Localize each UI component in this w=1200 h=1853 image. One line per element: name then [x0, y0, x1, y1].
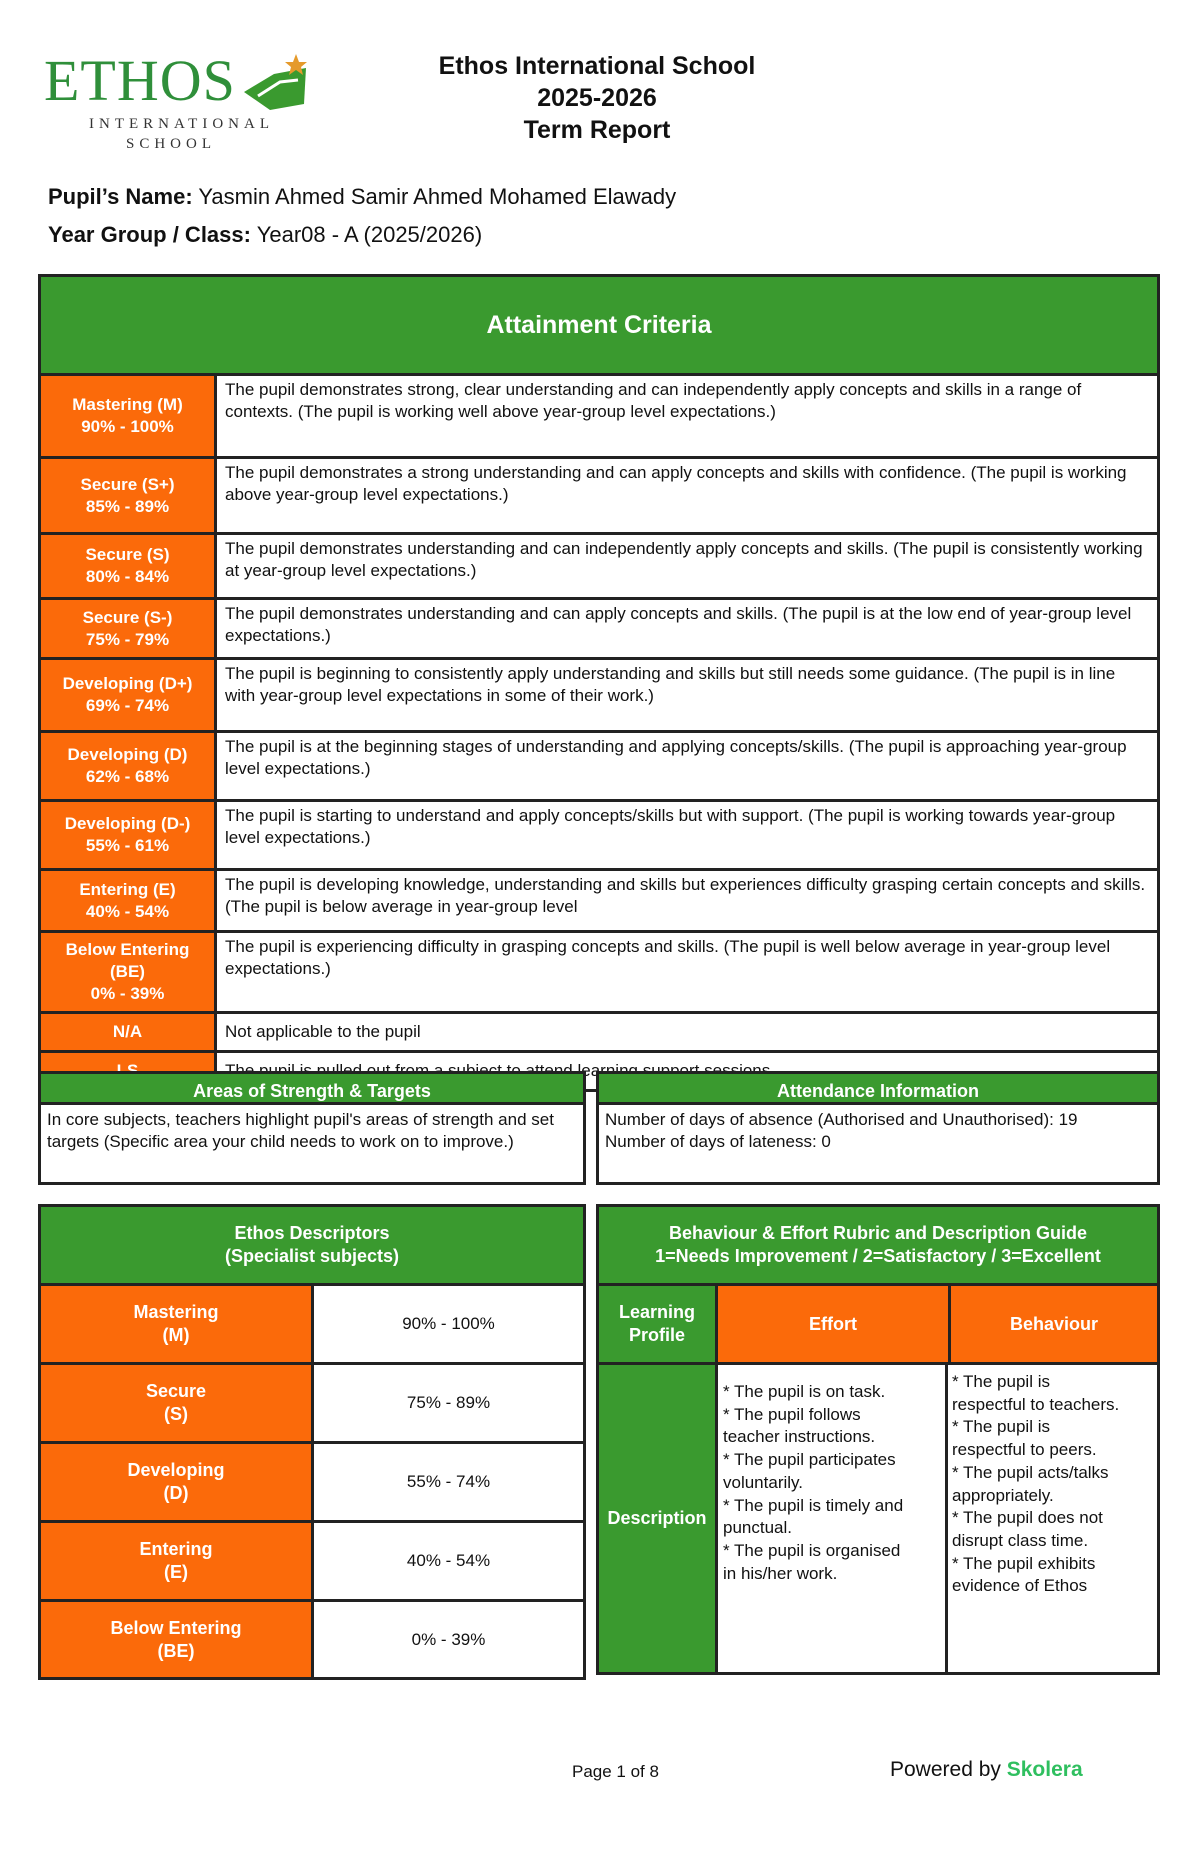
rubric-title — [599, 1207, 1157, 1286]
attainment-criteria-table — [38, 274, 1160, 1092]
attainment-row — [41, 802, 1157, 871]
behaviour-description — [948, 1365, 1157, 1672]
school-logo — [44, 50, 314, 160]
descriptor-range: 55% - 74% — [406, 1472, 491, 1491]
rubric-line: * The pupil acts/talks — [952, 1462, 1109, 1482]
rubric-line: * The pupil is — [952, 1417, 1050, 1437]
descriptor-label — [41, 1523, 314, 1599]
attainment-title: Attainment Criteria — [41, 277, 1157, 376]
rubric-line: * The pupil exhibits — [952, 1553, 1096, 1573]
attainment-level-line: 40% - 54% — [85, 901, 170, 921]
attainment-description: The pupil demonstrates understanding and can apply concepts and skills. (The pupil is at the low end of year-group level expectations.) — [225, 604, 1132, 645]
attainment-level-line: Developing (D) — [67, 745, 188, 764]
descriptor-label — [41, 1365, 314, 1441]
attainment-level-label — [41, 459, 217, 532]
descriptor-label-line: (M) — [162, 1325, 190, 1345]
descriptors-title-line1: Ethos Descriptors — [234, 1223, 390, 1243]
rubric-line: in his/her work. — [723, 1563, 838, 1583]
pupil-class-label: Year Group / Class: — [48, 222, 251, 247]
rubric-line: respectful to teachers. — [952, 1394, 1120, 1414]
attainment-level-label — [41, 871, 217, 930]
descriptor-label-line: Secure — [145, 1381, 207, 1401]
attainment-level-label — [41, 600, 217, 657]
logo-wordmark: ETHOS — [44, 48, 236, 113]
descriptor-label-line: (S) — [164, 1404, 188, 1424]
descriptor-range: 75% - 89% — [406, 1393, 491, 1412]
learning-profile-header — [599, 1286, 718, 1362]
rubric-line: * The pupil is — [952, 1372, 1050, 1391]
attainment-level-label — [41, 660, 217, 730]
strengths-text: In core subjects, teachers highlight pupil's areas of strength and set targets (Specific area your child needs to work on to improve.) — [38, 1105, 586, 1185]
attainment-level-line: (BE) — [110, 962, 145, 981]
pupil-name-row — [48, 184, 676, 210]
school-name: Ethos International School — [438, 52, 756, 80]
descriptor-label-line: (E) — [164, 1562, 188, 1582]
attainment-level-line: Developing (D+) — [62, 674, 193, 693]
rubric-line: * The pupil does not — [952, 1508, 1103, 1528]
attainment-row — [41, 733, 1157, 802]
descriptor-range: 0% - 39% — [411, 1629, 486, 1649]
absence-count: Number of days of absence (Authorised and Unauthorised): 19 — [605, 1110, 1078, 1129]
report-type: Term Report — [523, 116, 671, 144]
attainment-level-line: 55% - 61% — [85, 836, 170, 855]
attainment-level-line: Mastering (M) — [72, 395, 183, 414]
attainment-level-line: 0% - 39% — [90, 984, 165, 1003]
descriptor-label-line: (BE) — [157, 1640, 195, 1661]
attainment-row — [41, 459, 1157, 535]
behaviour-header: Behaviour — [951, 1286, 1157, 1362]
powered-by — [890, 1758, 1083, 1782]
attainment-level-line: Developing (D-) — [64, 814, 191, 833]
description-label: Description — [599, 1365, 718, 1672]
strengths-title: Areas of Strength & Targets — [38, 1071, 586, 1105]
attendance-panel — [596, 1071, 1160, 1185]
academic-year: 2025-2026 — [537, 84, 657, 112]
attainment-description: The pupil demonstrates strong, clear understanding and can independently apply concepts and skills in a range of contexts. (The pupil is working well above year-group level expectations.) — [225, 380, 1082, 421]
attainment-level-line: 80% - 84% — [85, 567, 170, 586]
attainment-level-line: Entering (E) — [79, 879, 176, 899]
descriptor-row — [41, 1523, 583, 1602]
attainment-level-label — [41, 802, 217, 868]
attainment-level-label — [41, 933, 217, 1011]
pupil-class: Year08 - A (2025/2026) — [256, 222, 483, 247]
attainment-row — [41, 376, 1157, 459]
rubric-line: * The pupil participates — [723, 1450, 896, 1470]
powered-by-text: Powered by — [890, 1758, 1001, 1781]
descriptor-range: 40% - 54% — [406, 1551, 491, 1570]
rubric-line: punctual. — [723, 1518, 792, 1538]
attainment-level-line: 62% - 68% — [85, 767, 170, 786]
pupil-name-label: Pupil’s Name: — [48, 184, 193, 209]
rubric-line: evidence of Ethos — [952, 1576, 1088, 1596]
descriptor-label-line: Mastering — [133, 1302, 219, 1322]
effort-description — [718, 1365, 948, 1672]
attendance-title: Attendance Information — [596, 1071, 1160, 1105]
attainment-row — [41, 871, 1157, 933]
attainment-description: The pupil is experiencing difficulty in grasping concepts and skills. (The pupil is well below average in year-group level expectations.) — [225, 937, 1111, 978]
skolera-brand: Skolera — [1006, 1758, 1083, 1781]
attainment-description: The pupil is beginning to consistently apply understanding and skills but still needs some guidance. (The pupil is in line with year-group level expectations in some of their work.) — [225, 664, 1116, 705]
strengths-panel — [38, 1071, 586, 1185]
attainment-row — [41, 933, 1157, 1014]
attainment-level-label — [41, 535, 217, 597]
ethos-descriptors-table — [38, 1204, 586, 1680]
attainment-row — [41, 535, 1157, 600]
attainment-level-line: 85% - 89% — [85, 496, 170, 516]
effort-header: Effort — [718, 1286, 951, 1362]
attainment-description: The pupil demonstrates understanding and can independently apply concepts and skills. (The pupil is consistently working at year-group level expectations.) — [225, 539, 1143, 580]
descriptor-label-line: Developing — [127, 1460, 225, 1480]
attainment-level-line: N/A — [112, 1022, 143, 1041]
descriptor-row — [41, 1602, 583, 1677]
descriptor-label-line: (D) — [163, 1483, 189, 1503]
rubric-header-row — [599, 1286, 1157, 1365]
descriptor-label-line: Entering — [139, 1539, 213, 1559]
attainment-description: The pupil demonstrates a strong understanding and can apply concepts and skills with confidence. (The pupil is working above year-group level expectations.) — [225, 463, 1127, 504]
attainment-level-line: 69% - 74% — [85, 696, 170, 715]
descriptor-label — [41, 1286, 314, 1362]
rubric-line: respectful to peers. — [952, 1440, 1097, 1460]
descriptors-title-line2: (Specialist subjects) — [224, 1246, 400, 1266]
descriptor-row — [41, 1444, 583, 1523]
logo-subtitle-1: INTERNATIONAL — [89, 116, 274, 132]
rubric-line: teacher instructions. — [723, 1427, 876, 1447]
descriptor-label — [41, 1602, 314, 1677]
lateness-count: Number of days of lateness: 0 — [605, 1132, 831, 1151]
attainment-level-label — [41, 1014, 217, 1050]
attainment-description: The pupil is developing knowledge, understanding and skills but experiences difficulty grasping certain concepts and skills. (The pupil is below average in year-group level — [225, 875, 1146, 916]
attainment-row — [41, 600, 1157, 660]
rubric-line: * The pupil follows — [723, 1404, 861, 1424]
descriptor-row — [41, 1365, 583, 1444]
behaviour-effort-rubric — [596, 1204, 1160, 1675]
report-titles — [380, 50, 814, 146]
attainment-description: The pupil is starting to understand and apply concepts/skills but with support. (The pupil is working towards year-group level expectations.) — [225, 806, 1116, 847]
attainment-row — [41, 660, 1157, 733]
attendance-body — [596, 1105, 1160, 1185]
attainment-level-line: 90% - 100% — [81, 417, 174, 436]
learning-profile-line2: Profile — [628, 1325, 685, 1345]
attainment-level-line: Secure (S-) — [82, 607, 173, 627]
attainment-level-line: Secure (S+) — [80, 474, 175, 494]
rubric-line: * The pupil is on task. — [723, 1382, 886, 1401]
attainment-level-line: 75% - 79% — [85, 629, 170, 649]
rubric-line: disrupt class time. — [952, 1530, 1089, 1550]
rubric-title-line1: Behaviour & Effort Rubric and Description Guide — [668, 1223, 1088, 1243]
pupil-name: Yasmin Ahmed Samir Ahmed Mohamed Elawady — [198, 184, 677, 209]
learning-profile-line1: Learning — [618, 1302, 695, 1322]
rubric-line: * The pupil is organised — [723, 1540, 901, 1560]
attainment-description: Not applicable to the pupil — [225, 1022, 421, 1041]
attainment-row — [41, 1014, 1157, 1053]
attainment-level-line: Below Entering — [65, 940, 190, 959]
rubric-title-line2: 1=Needs Improvement / 2=Satisfactory / 3=Excellent — [655, 1246, 1101, 1266]
attainment-description: The pupil is at the beginning stages of understanding and applying concepts/skills. (The pupil is approaching year-group level expectations.) — [225, 737, 1127, 778]
descriptor-label — [41, 1444, 314, 1520]
attainment-level-line: Secure (S) — [85, 545, 170, 564]
rubric-line: * The pupil is timely and — [723, 1495, 904, 1515]
descriptors-title — [41, 1207, 583, 1286]
book-leaf-icon — [240, 52, 312, 118]
attainment-level-label — [41, 733, 217, 799]
descriptor-range: 90% - 100% — [402, 1314, 495, 1333]
rubric-line: appropriately. — [952, 1485, 1054, 1505]
rubric-line: voluntarily. — [723, 1472, 803, 1492]
rubric-description-row — [599, 1365, 1157, 1672]
page-number: Page 1 of 8 — [572, 1762, 659, 1781]
attainment-level-label — [41, 376, 217, 456]
pupil-class-row — [48, 222, 482, 248]
descriptor-row — [41, 1286, 583, 1365]
logo-subtitle-2: SCHOOL — [126, 136, 217, 152]
descriptor-label-line: Below Entering — [110, 1617, 242, 1638]
